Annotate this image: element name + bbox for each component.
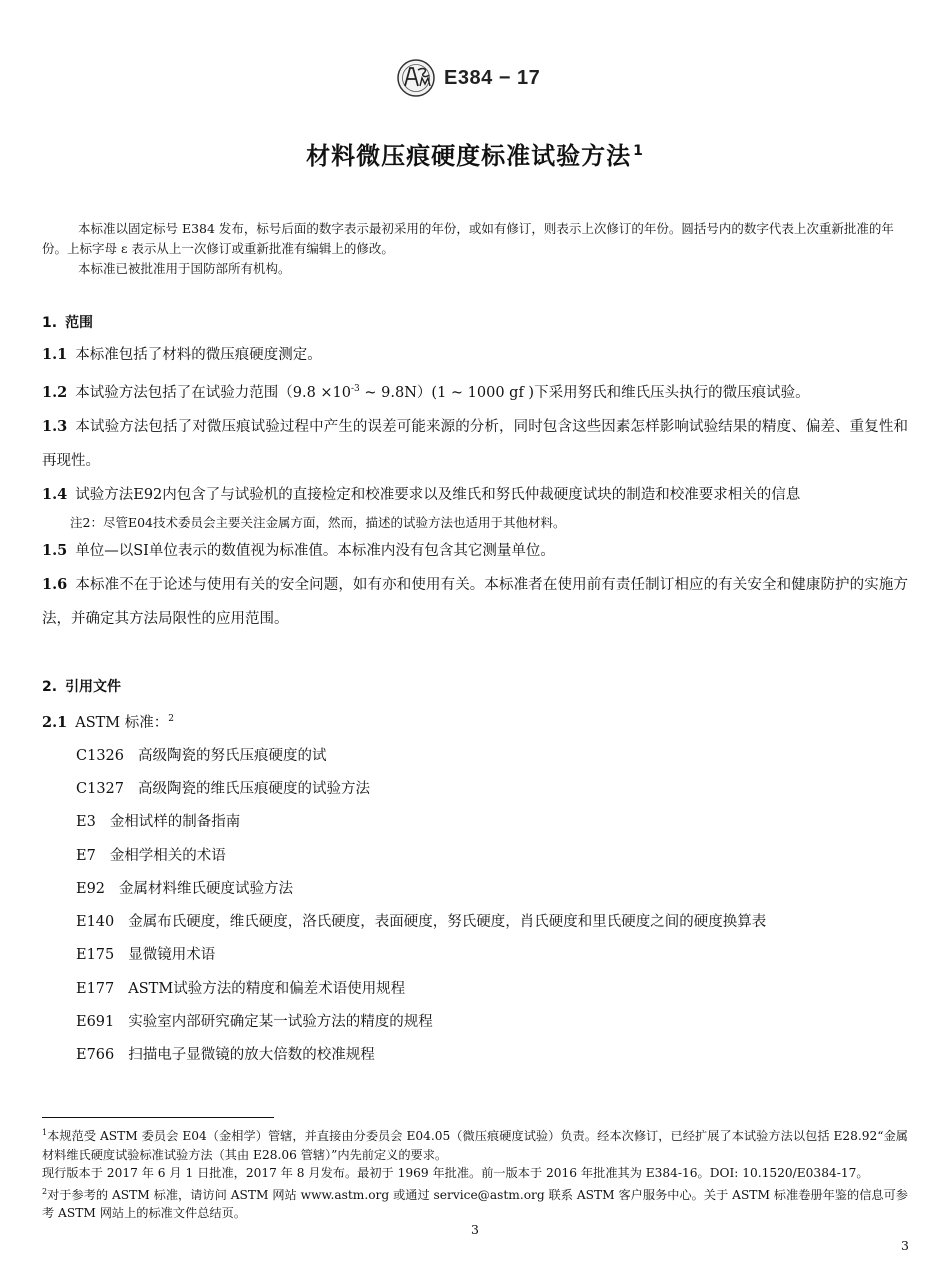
standard-title: 扫描电子显微镜的放大倍数的校准规程 <box>128 1047 375 1064</box>
astm-header-logo <box>396 52 556 104</box>
clause-text: ~ 9.8N）(1 ~ 1000 gf )下采用努氏和维氏压头执行的微压痕试验。 <box>359 384 810 401</box>
footnote-mark: 2 <box>42 1186 48 1196</box>
section-heading-scope <box>42 308 908 338</box>
clause-number: 1.6 <box>42 575 68 593</box>
exponent: -3 <box>351 384 360 394</box>
standard-title: 金相学相关的术语 <box>109 847 226 864</box>
preface <box>42 219 908 279</box>
footnote-divider <box>42 1117 274 1118</box>
standard-code: C1326 <box>76 747 124 764</box>
page-number-corner: 3 <box>901 1238 909 1253</box>
standard-code: E140 <box>76 914 115 931</box>
clause-text: 本试验方法包括了对微压痕试验过程中产生的误差可能来源的分析，同时包含这些因素怎样影响试验结果的精度、偏差、重复性和再现性。 <box>42 418 908 469</box>
standard-code: E691 <box>76 1014 115 1031</box>
standard-code: C1327 <box>76 780 124 797</box>
footnote-text: 现行版本于 2017 年 6 月 1 日批准，2017 年 8 月发布。最初于 1969 年批准。前一版本于 2016 年批准其为 E384-16。DOI: 10.1520/E0384-17。 <box>42 1166 869 1181</box>
clause-1-2 <box>42 372 908 410</box>
clause-number: 1.4 <box>42 485 68 503</box>
standard-code: E175 <box>76 947 115 964</box>
clause-1-4 <box>42 478 908 512</box>
footnote-text: 对于参考的 ASTM 标准，请访问 ASTM 网站 www.astm.org 或通过 service@astm.org 联系 ASTM 客户服务中心。关于 ASTM 标准卷册年鉴的信息可参考 ASTM 网站上的标准文件总结页。 <box>42 1187 908 1221</box>
section-title: 范围 <box>65 315 94 331</box>
list-item <box>76 939 908 972</box>
standard-code: E7 <box>76 847 96 864</box>
clause-1-5 <box>42 534 908 568</box>
preface-paragraph: 本标准以固定标号 E384 发布，标号后面的数字表示最初采用的年份，或如有修订，则表示上次修订的年份。圆括号内的数字代表上次重新批准的年份。上标字母 ε 表示从上一次修订或重新批准有编辑上的修改。 <box>42 221 894 256</box>
list-item <box>76 906 908 939</box>
standard-title: 显微镜用术语 <box>128 947 216 964</box>
standard-title: 高级陶瓷的维氏压痕硬度的试验方法 <box>138 780 370 797</box>
clause-1-6 <box>42 568 908 636</box>
standard-title: ASTM试验方法的精度和偏差术语使用规程 <box>128 980 406 997</box>
section-number: 2. <box>42 678 58 695</box>
clause-text: ASTM 标准： <box>75 714 169 731</box>
list-item <box>76 873 908 906</box>
footnote <box>42 1124 908 1164</box>
standard-designation: E384 − 17 <box>444 66 541 89</box>
standard-title: 实验室内部研究确定某一试验方法的精度的规程 <box>128 1014 433 1031</box>
list-item <box>76 840 908 873</box>
standard-title: 高级陶瓷的努氏压痕硬度的试 <box>138 747 327 764</box>
astm-logo-icon <box>396 56 436 100</box>
clause-1-1 <box>42 338 908 372</box>
list-item <box>76 773 908 806</box>
list-item <box>76 1006 908 1039</box>
clause-text: 本标准包括了材料的微压痕硬度测定。 <box>75 347 322 363</box>
standard-code: E92 <box>76 880 106 897</box>
referenced-standards-list <box>42 740 908 1073</box>
standard-code: E177 <box>76 980 115 997</box>
clause-number: 1.5 <box>42 541 68 559</box>
note-2: 注2：尽管E04技术委员会主要关注金属方面，然而，描述的试验方法也适用于其他材料。 <box>70 514 566 530</box>
list-item <box>76 806 908 839</box>
footnote-mark: 2 <box>168 713 175 724</box>
clause-text: 试验方法E92内包含了与试验机的直接检定和校准要求以及维氏和努氏仲裁硬度试块的制造和校准要求相关的信息 <box>75 486 801 503</box>
standard-code: E3 <box>76 814 96 831</box>
page-number-center: 3 <box>471 1222 479 1237</box>
section-title: 引用文件 <box>65 678 122 695</box>
list-item <box>76 1039 908 1072</box>
footnotes <box>42 1124 908 1223</box>
standard-code: E766 <box>76 1047 115 1064</box>
clause-number: 2.1 <box>42 713 68 731</box>
title-text: 材料微压痕硬度标准试验方法 <box>306 142 632 170</box>
clause-number: 1.2 <box>42 383 68 401</box>
footnote-mark: 1 <box>42 1128 48 1137</box>
clause-2-1 <box>42 702 908 740</box>
spacer <box>42 636 908 672</box>
list-item <box>76 740 908 773</box>
footnote <box>42 1164 908 1183</box>
footnote <box>42 1183 908 1223</box>
standard-title: 金相试样的制备指南 <box>109 814 241 831</box>
clause-text: 单位—以SI单位表示的数值视为标准值。本标准内没有包含其它测量单位。 <box>75 542 555 559</box>
page-title <box>0 136 950 171</box>
footnote-text: 本规范受 ASTM 委员会 E04（金相学）管辖，并直接由分委员会 E04.05（微压痕硬度试验）负责。经本次修订，已经扩展了本试验方法以包括 E28.92“金属材料维氏硬度试验标准试验方法（其由 E28.06 管辖）”内先前定义的要求。 <box>42 1129 908 1162</box>
clause-text: 本标准不在于论述与使用有关的安全问题，如有亦和使用有关。本标准者在使用前有责任制订相应的有关安全和健康防护的实施方法，并确定其方法局限性的应用范围。 <box>42 576 908 627</box>
standard-title: 金属材料维氏硬度试验方法 <box>119 880 294 897</box>
clause-1-3 <box>42 410 908 478</box>
section-heading-references <box>42 672 908 702</box>
clause-text: 本试验方法包括了在试验力范围（9.8 ×10 <box>75 384 352 401</box>
document-body <box>42 308 908 1073</box>
section-number: 1. <box>42 315 58 331</box>
title-footnote-mark: 1 <box>633 143 644 159</box>
preface-paragraph: 本标准已被批准用于国防部所有机构。 <box>78 261 291 276</box>
clause-number: 1.1 <box>42 346 68 363</box>
clause-number: 1.3 <box>42 417 68 435</box>
standard-title: 金属布氏硬度，维氏硬度，洛氏硬度，表面硬度，努氏硬度，肖氏硬度和里氏硬度之间的硬度换算表 <box>128 914 767 931</box>
list-item <box>76 973 908 1006</box>
